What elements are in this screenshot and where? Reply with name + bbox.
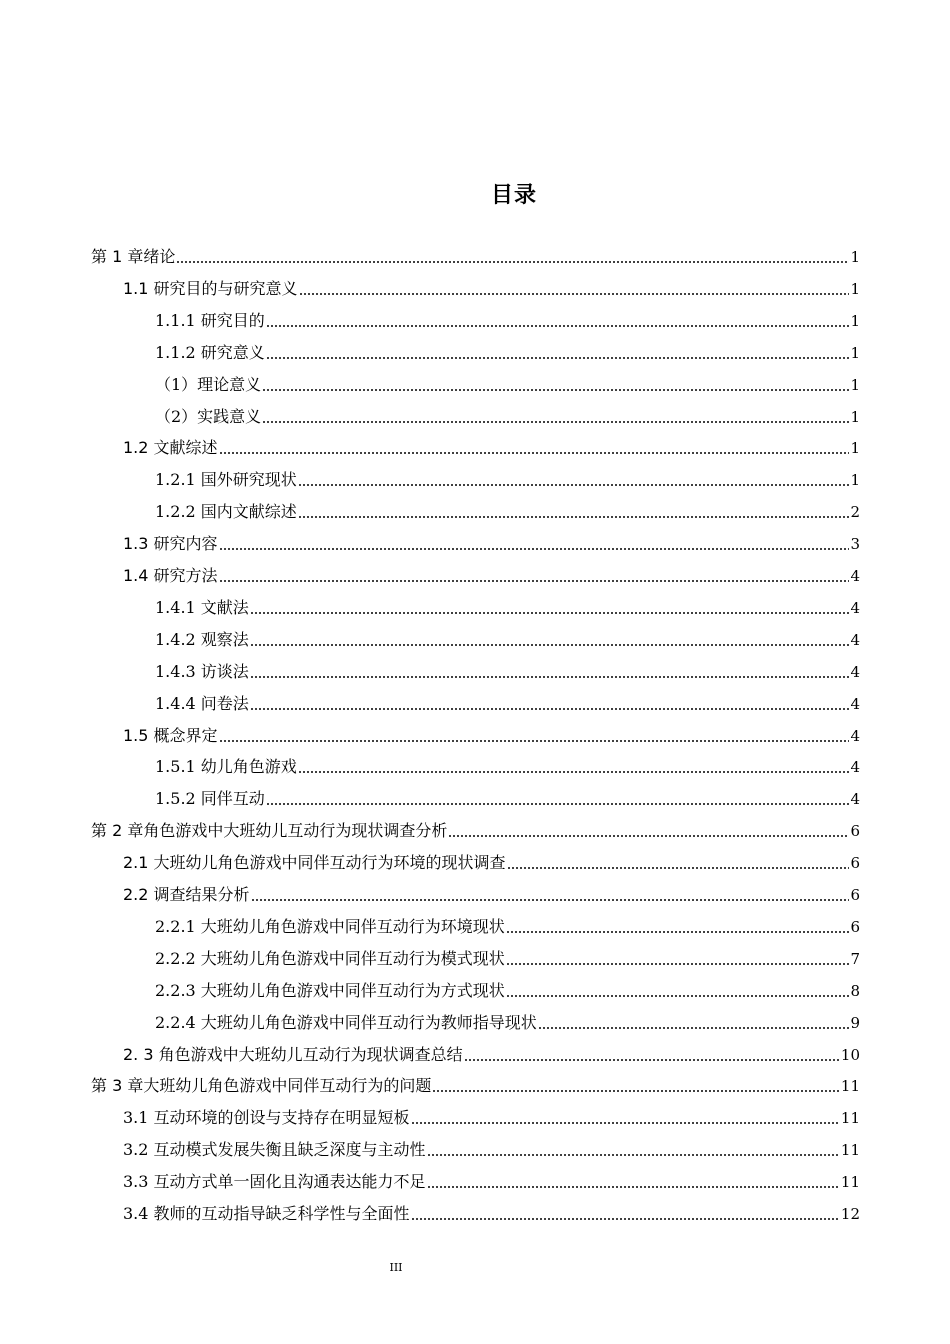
toc-entry[interactable] xyxy=(123,1200,860,1224)
toc-entry-page: 1 xyxy=(850,311,860,330)
toc-entry-page: 1 xyxy=(850,279,860,298)
toc-dot-leader xyxy=(298,771,850,773)
toc-entry[interactable] xyxy=(155,307,860,331)
toc-dot-leader xyxy=(427,1154,840,1156)
toc-entry-title: 1.2 文献综述 xyxy=(123,438,218,458)
toc-dot-leader xyxy=(251,899,850,901)
toc-entry[interactable] xyxy=(155,403,860,427)
toc-dot-leader xyxy=(266,325,850,327)
toc-entry[interactable] xyxy=(123,434,860,458)
toc-entry-title: 1.2.1 国外研究现状 xyxy=(155,470,297,490)
toc-entry-page: 11 xyxy=(840,1173,860,1192)
toc-entry-title: 第 2 章角色游戏中大班幼儿互动行为现状调查分析 xyxy=(91,821,448,841)
toc-title: 目录 xyxy=(490,183,537,208)
toc-dot-leader xyxy=(250,676,850,678)
toc-entry-page: 6 xyxy=(850,822,860,841)
toc-dot-leader xyxy=(506,931,850,933)
toc-dot-leader xyxy=(176,261,849,263)
toc-dot-leader xyxy=(411,1218,840,1220)
toc-entry-page: 3 xyxy=(850,535,860,554)
toc-entry[interactable] xyxy=(155,498,860,522)
toc-entry[interactable] xyxy=(123,1136,860,1160)
toc-entry-page: 9 xyxy=(850,1013,860,1032)
toc-entry-title: 2.2.1 大班幼儿角色游戏中同伴互动行为环境现状 xyxy=(155,916,505,936)
toc-entry-title: （2）实践意义 xyxy=(155,406,262,426)
toc-entry-title: 3.2 互动模式发展失衡且缺乏深度与主动性 xyxy=(123,1140,426,1160)
toc-dot-leader xyxy=(299,293,850,295)
toc-dot-leader xyxy=(464,1059,840,1061)
toc-entry[interactable] xyxy=(155,785,860,809)
toc-entry[interactable] xyxy=(123,849,860,873)
toc-entry-page: 4 xyxy=(850,567,860,585)
toc-entry[interactable] xyxy=(155,594,860,618)
toc-entry-page: 11 xyxy=(840,1109,860,1128)
toc-entry-page: 1 xyxy=(850,248,860,266)
toc-entry[interactable] xyxy=(123,1041,860,1065)
toc-entry[interactable] xyxy=(155,1009,860,1033)
toc-entry[interactable] xyxy=(155,690,860,714)
toc-entry-title: 1.1.2 研究意义 xyxy=(155,342,265,362)
toc-entry[interactable] xyxy=(123,881,860,905)
toc-entry-page: 7 xyxy=(850,949,860,968)
toc-entry[interactable] xyxy=(155,945,860,969)
toc-entry-page: 1 xyxy=(850,343,860,362)
toc-entry-title: 2.2 调查结果分析 xyxy=(123,885,250,904)
toc-entry[interactable] xyxy=(123,1168,860,1192)
toc-entry-title: 第 3 章大班幼儿角色游戏中同伴互动行为的问题 xyxy=(91,1076,432,1096)
toc-dot-leader xyxy=(219,740,850,742)
toc-entry-title: 2. 3 角色游戏中大班幼儿互动行为现状调查总结 xyxy=(123,1044,463,1064)
toc-dot-leader xyxy=(250,644,850,646)
toc-entry-title: （1）理论意义 xyxy=(155,374,262,394)
toc-entry-page: 1 xyxy=(850,439,860,458)
toc-entry[interactable] xyxy=(155,753,860,777)
toc-entry-page: 10 xyxy=(840,1045,860,1064)
toc-entry-page: 4 xyxy=(850,598,860,617)
toc-entry-page: 6 xyxy=(850,917,860,936)
toc-entry[interactable] xyxy=(155,339,860,363)
toc-dot-leader xyxy=(506,995,850,997)
toc-entry[interactable] xyxy=(155,977,860,1001)
toc-entry-title: 第 1 章绪论 xyxy=(91,247,176,266)
toc-entry-page: 4 xyxy=(850,726,860,745)
toc-entry-page: 4 xyxy=(850,790,860,809)
toc-entry[interactable] xyxy=(91,1072,860,1096)
toc-entry-page: 8 xyxy=(850,981,860,1000)
toc-entry-title: 1.1 研究目的与研究意义 xyxy=(123,278,298,298)
toc-entry-page: 6 xyxy=(850,886,860,904)
toc-entry-page: 4 xyxy=(850,758,860,777)
toc-entry-title: 1.4.3 访谈法 xyxy=(155,661,249,681)
toc-dot-leader xyxy=(219,452,850,454)
toc-entry-title: 2.2.3 大班幼儿角色游戏中同伴互动行为方式现状 xyxy=(155,980,505,1000)
toc-entry-page: 6 xyxy=(850,854,860,873)
toc-entry-page: 1 xyxy=(850,375,860,394)
toc-entry-title: 1.4 研究方法 xyxy=(123,566,218,585)
toc-dot-leader xyxy=(507,867,850,869)
toc-entry-title: 3.4 教师的互动指导缺乏科学性与全面性 xyxy=(123,1204,410,1223)
toc-entry-title: 2.1 大班幼儿角色游戏中同伴互动行为环境的现状调查 xyxy=(123,853,506,873)
toc-dot-leader xyxy=(432,1090,840,1092)
toc-entry-title: 3.3 互动方式单一固化且沟通表达能力不足 xyxy=(123,1172,426,1192)
toc-entry-title: 1.2.2 国内文献综述 xyxy=(155,502,297,522)
toc-dot-leader xyxy=(250,612,850,614)
toc-dot-leader xyxy=(411,1122,840,1124)
toc-entry-title: 1.4.1 文献法 xyxy=(155,597,249,617)
toc-dot-leader xyxy=(262,421,849,423)
toc-dot-leader xyxy=(266,803,850,805)
toc-entry-page: 11 xyxy=(840,1077,860,1096)
page-number-footer: III xyxy=(389,1261,403,1274)
toc-entry-page: 4 xyxy=(850,630,860,649)
toc-entry[interactable] xyxy=(123,530,860,554)
toc-entry[interactable] xyxy=(123,1104,860,1128)
toc-entry[interactable] xyxy=(91,243,860,267)
toc-entry-title: 1.3 研究内容 xyxy=(123,534,218,554)
toc-entry-page: 1 xyxy=(850,471,860,490)
toc-entry-page: 12 xyxy=(840,1205,860,1223)
toc-dot-leader xyxy=(538,1027,850,1029)
toc-entry-page: 2 xyxy=(850,503,860,522)
toc-entry[interactable] xyxy=(123,562,860,586)
toc-entry[interactable] xyxy=(155,371,860,395)
toc-dot-leader xyxy=(298,484,850,486)
toc-dot-leader xyxy=(427,1186,840,1188)
toc-entry-title: 1.5 概念界定 xyxy=(123,725,218,745)
toc-entry[interactable] xyxy=(155,658,860,682)
toc-entry-page: 4 xyxy=(850,662,860,681)
toc-entry-title: 2.2.4 大班幼儿角色游戏中同伴互动行为教师指导现状 xyxy=(155,1012,537,1032)
toc-entry[interactable] xyxy=(123,275,860,299)
toc-dot-leader xyxy=(219,580,850,582)
toc-dot-leader xyxy=(448,835,849,837)
toc-dot-leader xyxy=(506,963,850,965)
toc-entry-title: 3.1 互动环境的创设与支持存在明显短板 xyxy=(123,1108,410,1128)
toc-dot-leader xyxy=(250,708,850,710)
toc-entry-title: 2.2.2 大班幼儿角色游戏中同伴互动行为模式现状 xyxy=(155,948,505,968)
toc-entry[interactable] xyxy=(155,913,860,937)
toc-entry[interactable] xyxy=(123,722,860,746)
toc-entry-title: 1.5.1 幼儿角色游戏 xyxy=(155,757,297,777)
toc-entry[interactable] xyxy=(155,626,860,650)
toc-dot-leader xyxy=(298,516,850,518)
toc-dot-leader xyxy=(266,357,850,359)
toc-entry-page: 11 xyxy=(840,1141,860,1160)
toc-entry-title: 1.4.4 问卷法 xyxy=(155,693,249,713)
toc-dot-leader xyxy=(262,389,849,391)
toc-entry-title: 1.5.2 同伴互动 xyxy=(155,789,265,809)
toc-entry-page: 4 xyxy=(850,694,860,713)
toc-entry[interactable] xyxy=(155,466,860,490)
toc-entry-page: 1 xyxy=(850,407,860,426)
toc-entry[interactable] xyxy=(91,817,860,841)
toc-entry-title: 1.4.2 观察法 xyxy=(155,629,249,649)
toc-dot-leader xyxy=(219,548,850,550)
toc-entry-title: 1.1.1 研究目的 xyxy=(155,310,265,330)
